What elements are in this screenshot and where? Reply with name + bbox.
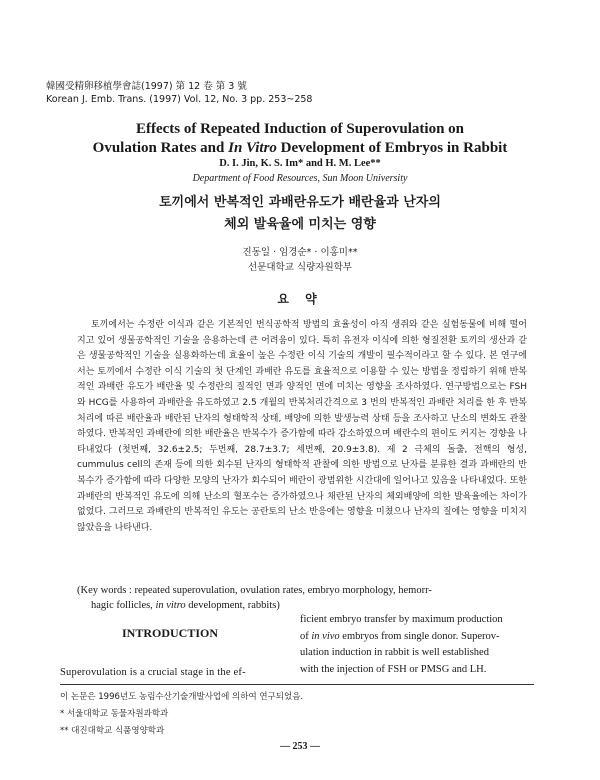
footnote-funding: 이 논문은 1996년도 농림수산기술개발사업에 의하여 연구되었음.	[60, 692, 304, 702]
korean-title-line-1: 토끼에서 반복적인 과배란유도가 배란율과 난자의	[159, 195, 441, 210]
keywords-line-1: (Key words : repeated superovulation, ovulation rates, embryo morphology, hemorr-	[77, 585, 432, 596]
abstract	[77, 318, 527, 536]
introduction-right-line-2	[300, 629, 532, 646]
abstract-text: 토끼에서는 수정란 이식과 같은 기본적인 번식공학적 방법의 효율성이 아직 생쥐와 같은 실험동물에 비해 떨어지고 있어 생물공학적인 기술을 응용하는데 큰 어려움이 있다. 특히 유전자 이식에 의한 형질전환 토끼의 생산과 같은 생물공학적인 기술을 실용화하는데 효율이 높은 수정란 이식 기술의 개발이 필수적이라고 할 수 있다. 본 연구에서는 토끼에서 수정란 이식 기술의 첫 단계인 과배란 유도를 효율적으로 이용할 수 있는 방법을 정립하기 위해 반복적인 과배란 유도가 배란율 및 수정란의 질적인 면과 양적인 면에 미치는 영향을 조사하였다. 연구방법으로는 FSH와 HCG를 사용하여 과배란을 유도하였고 2.5 개월의 반복처리간격으로 3 번의 반복적인 과배란 처리를 한 후 반복처리에 따른 배란율과 배란된 난자의 형태학적 상태, 배양에 의한 발생능력 상태 등을 조사하고 난소의 변화도 관찰하였다. 반복적인 과배란에 의한 배란율은 반복수가 증가함에 따라 감소하였으며 배란수의 편이도 커지는 경향을 나타내었다 (첫번째, 32.6±2.5; 두번째, 28.7±3.7; 세번째, 20.9±3.8). 제 2 극체의 돌출, 전핵의 형성, cummulus cell의 존재 등에 의한 회수된 난자의 형태학적 관찰에 의한 방법으로 난자를 분류한 결과 과배란의 반복수가 증가함에 따라 다양한 모양의 난자가 회수되어 배란이 광범위한 시간대에 일어나고 있음을 나타내었다. 또한 과배란의 반복적인 유도에 의해 난소의 혈포수는 증가하였으나 채란된 난자의 체외배양에 의한 발육율에는 차이가 없었다. 그러므로 과배란의 반복적인 유도는 공란토의 난소 반응에는 영향을 미쳤으나 난자의 질에는 영향을 미치지 않았음을 나타낸다.	[77, 320, 527, 533]
keywords	[77, 583, 527, 613]
title-line-2-post: Development of Embryos in Rabbit	[276, 140, 508, 156]
keywords-line-2-italic: in vitro	[155, 600, 186, 611]
footnote-divider	[60, 684, 534, 685]
footnote-affiliation-1: * 서울대학교 동물자원과학과	[60, 709, 169, 719]
keywords-line-2-pre: hagic follicles,	[91, 600, 156, 611]
journal-english-line: Korean J. Emb. Trans. (1997) Vol. 12, No. 3 pp. 253~258	[46, 94, 313, 105]
paper-title	[30, 120, 570, 158]
keywords-line-2-post: development, rabbits)	[185, 600, 280, 611]
introduction-heading: INTRODUCTION	[121, 626, 218, 640]
footnote-affiliation-2: ** 대진대학교 식품영양학과	[60, 726, 165, 736]
right-line-2-post: embryos from single donor. Superov-	[339, 630, 500, 642]
introduction-left-text: Superovulation is a crucial stage in the ef-	[60, 667, 246, 678]
korean-title-line-2: 체외 발육율에 미치는 영향	[224, 217, 376, 232]
footnotes	[60, 689, 303, 740]
introduction-right-line-1: ficient embryo transfer by maximum production	[300, 614, 503, 625]
korean-affiliation: 선문대학교 식량자원학부	[248, 262, 352, 273]
abstract-heading: 요 약	[277, 292, 323, 306]
department: Department of Food Resources, Sun Moon University	[192, 173, 408, 184]
journal-header	[46, 80, 312, 106]
title-line-2	[30, 139, 570, 158]
authors: D. I. Jin, K. S. Im* and H. M. Lee**	[219, 158, 381, 169]
korean-title	[30, 192, 570, 236]
right-column	[300, 612, 532, 678]
introduction-right-line-4: with the injection of FSH or PMSG and LH.	[300, 663, 487, 675]
page-number: — 253 —	[280, 741, 320, 752]
right-line-2-italic: in vivo	[311, 630, 340, 642]
journal-korean-line: 韓國受精卵移植學會誌(1997) 第 12 卷 第 3 號	[46, 81, 247, 92]
korean-authors: 진동일 · 임경순* · 이홍미**	[242, 247, 358, 258]
introduction-right-line-3: ulation induction in rabbit is well established	[300, 647, 489, 659]
title-line-2-pre: Ovulation Rates and	[92, 140, 229, 156]
keywords-line-2	[77, 598, 527, 613]
right-line-2-pre: of	[300, 630, 312, 642]
left-column	[60, 626, 280, 678]
title-line-2-italic: In Vitro	[228, 140, 277, 156]
title-line-1: Effects of Repeated Induction of Superovulation on	[135, 121, 465, 137]
